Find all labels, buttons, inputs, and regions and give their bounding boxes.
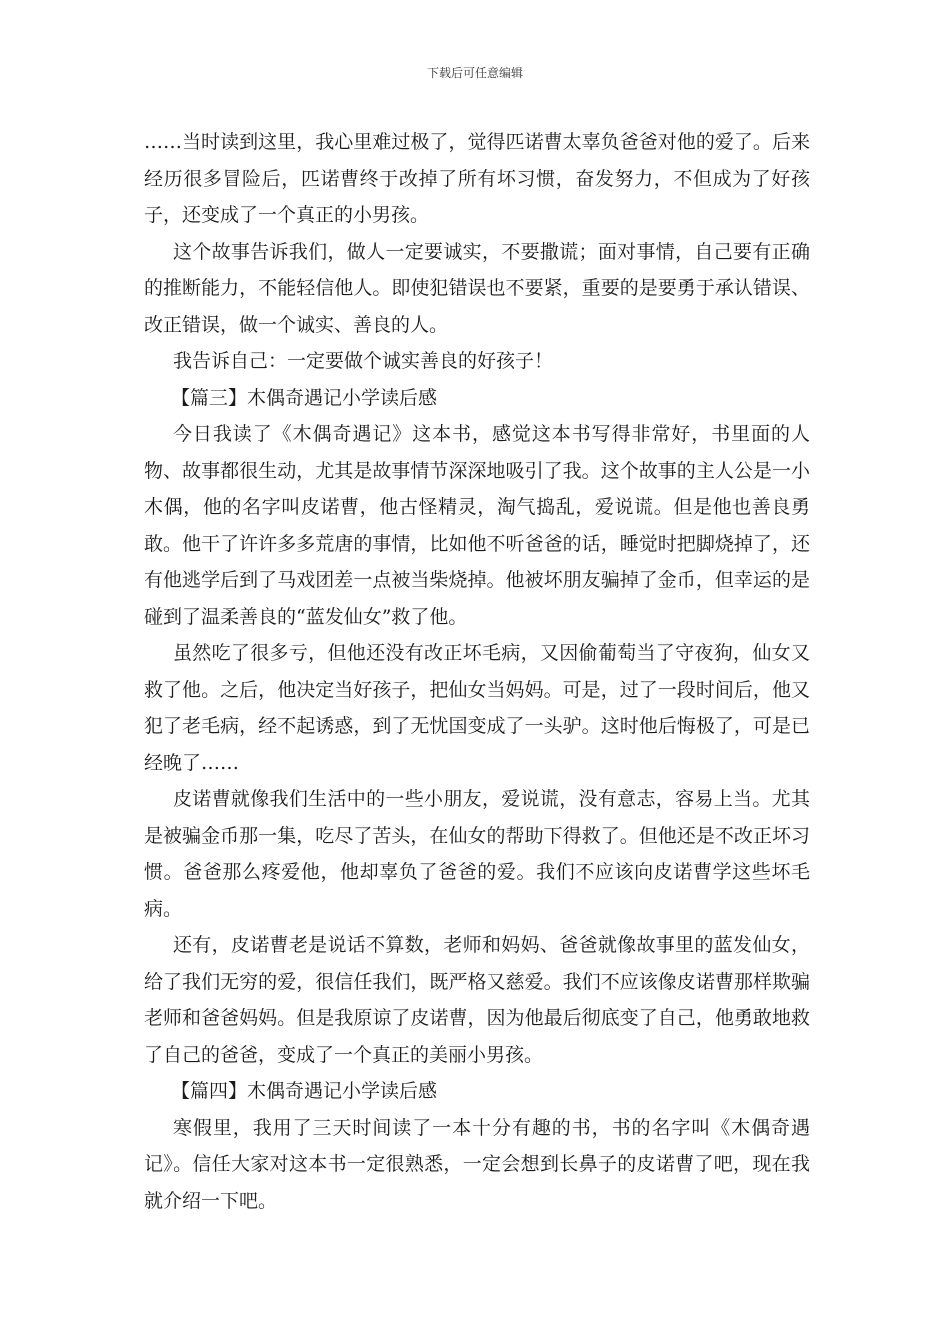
document-body (144, 124, 810, 1219)
section-heading: 【篇三】木偶奇遇记小学读后感 (171, 386, 438, 409)
section-heading: 【篇四】木偶奇遇记小学读后感 (171, 1080, 438, 1102)
paragraph: 我告诉自己：一定要做个诚实善良的好孩子！ (173, 350, 554, 372)
paragraph: ……当时读到这里，我心里难过极了，觉得匹诺曹太辜负爸爸对他的爱了。后来经历很多冒险后，匹诺曹终于改掉了所有坏习惯，奋发努力，不但成为了好孩子，还变成了一个真正的小男孩。 (144, 131, 810, 226)
paragraph: 皮诺曹就像我们生活中的一些小朋友，爱说谎，没有意志，容易上当。尤其是被骗金币那一集，吃尽了苦头，在仙女的帮助下得救了。但他还是不改正坏习惯。爸爸那么疼爱他，他却辜负了爸爸的爱。我们不应该向皮诺曹学这些坏毛病。 (144, 788, 810, 920)
paragraph: 还有，皮诺曹老是说话不算数，老师和妈妈、爸爸就像故事里的蓝发仙女，给了我们无穷的爱，很信任我们，既严格又慈爱。我们不应该像皮诺曹那样欺骗老师和爸爸妈妈。但是我原谅了皮诺曹，因为他最后彻底变了自己，他勇敢地救了自己的爸爸，变成了一个真正的美丽小男孩。 (144, 934, 810, 1066)
paragraph: 今日我读了《木偶奇遇记》这本书，感觉这本书写得非常好，书里面的人物、故事都很生动，尤其是故事情节深深地吸引了我。这个故事的主人公是一小木偶，他的名字叫皮诺曹，他古怪精灵，淘气捣乱，爱说谎。但是他也善良勇敢。他干了许许多多荒唐的事情，比如他不听爸爸的话，睡觉时把脚烧掉了，还有他逃学后到了马戏团差一点被当柴烧掉。他被坏朋友骗掉了金币，但幸运的是碰到了温柔善良的“蓝发仙女”救了他。 (144, 423, 810, 628)
paragraph: 虽然吃了很多亏，但他还没有改正坏毛病，又因偷葡萄当了守夜狗，仙女又救了他。之后，他决定当好孩子，把仙女当妈妈。可是，过了一段时间后，他又犯了老毛病，经不起诱惑，到了无忧国变成了一头驴。这时他后悔极了，可是已经晚了…… (144, 642, 810, 774)
paragraph: 这个故事告诉我们，做人一定要诚实，不要撒谎；面对事情，自己要有正确的推断能力，不能轻信他人。即使犯错误也不要紧，重要的是要勇于承认错误、改正错误，做一个诚实、善良的人。 (144, 240, 810, 336)
page-header: 下载后可任意编辑 (426, 66, 523, 80)
paragraph: 寒假里，我用了三天时间读了一本十分有趣的书，书的名字叫《木偶奇遇记》。信任大家对这本书一定很熟悉，一定会想到长鼻子的皮诺曹了吧，现在我就介绍一下吧。 (144, 1116, 810, 1212)
